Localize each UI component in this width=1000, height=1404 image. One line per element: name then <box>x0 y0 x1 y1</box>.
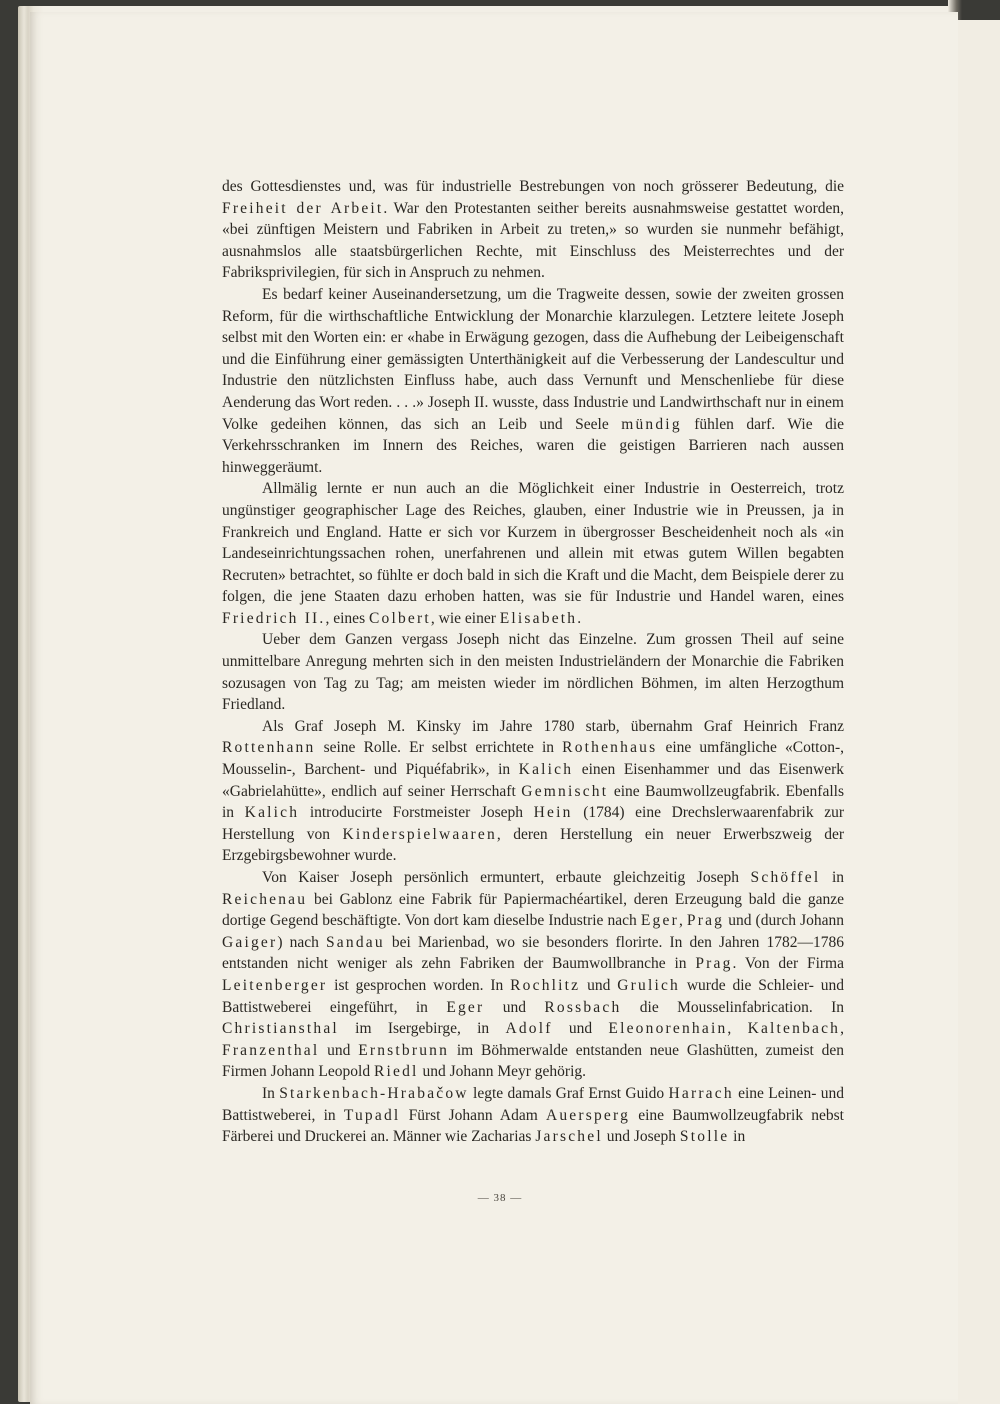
text-run: . Von der Firma <box>732 955 844 973</box>
text-run: und <box>319 1041 359 1059</box>
text-run: einen Eisenhammer und das Eisenwerk «Gabrielahütte», endlich auf seiner Herrschaft <box>222 761 845 800</box>
text-run: Es bedarf keiner Auseinandersetzung, um die Tragweite dessen, sowie der zweiten grossen Reform, für die wirthschaftliche Entwicklung der Monarchie klarzulegen. Letztere leitete Joseph selbst mit den Worten ein: er «habe in Erwägung gezogen, dass die Aufhebung der Leibeigenschaft und die Einführung einer gemässigten Unterthänigkeit auf die Verbesserung der Landescultur und Industrie den nützlichsten Einfluss habe, auch dass Vernunft und Menschenliebe für diese Aenderung das Wort reden. . . .» Joseph II. wusste, dass Industrie und Landwirthschaft nur in einem Volke gedeihen können, das sich an Leib und Seele <box>222 285 844 433</box>
text-run: Von Kaiser Joseph persönlich ermuntert, erbaute gleichzeitig Joseph <box>262 869 751 886</box>
spaced-name: Colbert <box>368 609 431 627</box>
spaced-name: Rochlitz <box>510 976 581 994</box>
text-run: Ueber dem Ganzen vergass Joseph nicht das Einzelne. Zum grossen Theil auf seine unmittelbare Anregung mehrten sich in den meisten Industrieländern der Monarchie die Fabriken sozusagen von Tag zu Tag; am meisten wieder im nördlichen Böhmen, im alten Herzogthum Friedland. <box>222 631 844 714</box>
text-run: eine Baumwollzeugfabrik nebst Färberei und Druckerei an. Männer wie Zacharias <box>222 1106 844 1146</box>
spaced-name: Rossbach <box>544 998 622 1016</box>
text-run: introducirte Forstmeister Joseph <box>299 804 534 822</box>
paragraph <box>222 478 844 629</box>
spaced-name: Grulich <box>617 976 680 994</box>
spaced-name: Stolle <box>679 1128 730 1146</box>
text-run: . <box>577 609 582 627</box>
text-run: , <box>678 912 687 930</box>
spaced-name: Gaiger <box>222 933 278 951</box>
spaced-name: Kinderspielwaaren <box>342 825 497 843</box>
spaced-name: Auersperg <box>545 1106 631 1124</box>
text-run: bei Gablonz eine Fabrik für Papiermachéartikel, deren Erzeugung bald die ganze dortige Gegend beschäftigte. Von dort kam dieselbe Industrie nach <box>222 890 844 930</box>
spaced-name: Gemnischt <box>521 782 609 800</box>
text-run: In <box>262 1084 280 1102</box>
text-run: und <box>580 976 618 994</box>
spaced-name: Riedl <box>373 1063 419 1081</box>
spaced-name: Friedrich II. <box>222 609 326 627</box>
spaced-name: Eleonorenhain <box>608 1020 728 1038</box>
text-run: . War den Protestanten seither bereits ausnahmsweise gestattet worden, «bei zünftigen Meistern und Fabriken in Arbeit zu treten,» so wurden sie nunmehr befähigt, ausnahmslos alle staatsbürgerlichen Rechte, mit Einschluss des Meisterrechtes und der Fabriksprivilegien, für sich in Anspruch zu nehmen. <box>222 199 844 282</box>
text-run: (1784) eine Drechslerwaarenfabrik zur Herstellung von <box>222 804 844 843</box>
body-text <box>222 176 844 1148</box>
spaced-name: Jarschel <box>535 1128 603 1146</box>
spaced-name: Prag <box>695 955 733 973</box>
text-run: in <box>820 869 844 886</box>
text-run: legte damals Graf Ernst Guido <box>468 1084 669 1102</box>
paragraph <box>222 176 844 284</box>
paragraph <box>222 1083 844 1148</box>
paragraph <box>222 716 844 867</box>
paragraph <box>222 284 844 478</box>
text-run: und Joseph <box>602 1128 680 1146</box>
text-run: eine Leinen- und Battistweberei, in <box>222 1084 845 1124</box>
text-run: Allmälig lernte er nun auch an die Möglichkeit einer Industrie in Oesterreich, trotz ungünstiger geographischer Lage des Reiches, glauben, einer Industrie wie in Preussen, ja in Frankreich und England. Hatte er sich vor Kurzem in übergrosser Bescheidenheit noch als «in Landeseinrichtungssachen rohen, unerfahrenen und allein mit etwas gutem Willen begabten Recruten» betrachtet, so fühlte er doch bald in sich die Kraft und die Macht, dem Beispiele derer zu folgen, die jene Staaten dazu erhoben hatten, was sie für Industrie und Handel waren, eines <box>222 480 844 606</box>
spaced-name: Sandau <box>325 933 385 951</box>
text-run: eine Baumwollzeugfabrik. Ebenfalls in <box>222 782 844 822</box>
spaced-name: Schöffel <box>750 869 821 886</box>
spaced-name: Eger <box>640 912 679 930</box>
spaced-name: Kalich <box>244 804 300 822</box>
paragraph <box>222 867 844 1083</box>
spaced-name: Ernstbrunn <box>358 1041 450 1059</box>
text-run: seine Rolle. Er selbst errichtete in <box>315 739 563 757</box>
text-run: ) nach <box>277 933 326 951</box>
spaced-name: Franzenthal <box>222 1041 320 1059</box>
text-run: , eines <box>325 609 369 627</box>
text-run: Fürst Johann Adam <box>400 1106 546 1124</box>
text-run: fühlen darf. Wie die Verkehrsschranken im Innern des Reiches, waren die geistigen Barrieren nach aussen hinweggeräumt. <box>222 415 845 476</box>
text-run: und (durch Johann <box>724 912 845 930</box>
spaced-name: Kaltenbach <box>747 1020 841 1038</box>
text-run: , deren Herstellung ein neuer Erwerbszweig der Erzgebirgsbewohner wurde. <box>222 825 844 865</box>
spaced-name: Christiansthal <box>222 1020 339 1038</box>
spaced-name: mündig <box>621 415 682 433</box>
text-run: und <box>484 998 545 1016</box>
spaced-name: Eger <box>446 998 485 1016</box>
spaced-name: Harrach <box>668 1084 734 1102</box>
paragraph <box>222 629 844 715</box>
text-run: wurde die Schleier- und Battistweberei eingeführt, in <box>222 976 845 1016</box>
text-run: in <box>729 1128 746 1146</box>
text-run: eine umfängliche «Cotton-, Mousselin-, Barchent- und Piquéfabrik», in <box>222 739 844 779</box>
text-run: , wie einer <box>430 609 500 627</box>
spaced-name: Freiheit der Arbeit <box>222 199 384 217</box>
spaced-name: Elisabeth <box>499 609 578 627</box>
text-run: die Mousselinfabrication. In <box>621 998 844 1016</box>
spaced-name: Adolf <box>505 1020 553 1038</box>
text-run: des Gottesdienstes und, was für industrielle Bestrebungen von noch grösserer Bedeutung, die <box>222 178 844 195</box>
text-run: bei Marienbad, wo sie besonders florirte. In den Jahren 1782—1786 entstanden nicht weniger als zehn Fabriken der Baumwollbranche in <box>222 933 845 973</box>
text-run: im Böhmerwalde entstanden neue Glashütten, zumeist den Firmen Johann Leopold <box>222 1041 844 1081</box>
spaced-name: Tupadl <box>343 1106 401 1124</box>
page-number: — 38 — <box>477 1192 523 1204</box>
spaced-name: Hein <box>533 804 573 822</box>
text-run: , <box>840 1020 845 1038</box>
spaced-name: Rottenhann <box>222 739 316 757</box>
text-run: ist gesprochen worden. In <box>327 976 511 994</box>
spaced-name: Starkenbach-Hrabačow <box>279 1084 469 1102</box>
spaced-name: Leitenberger <box>222 976 328 994</box>
text-run: und <box>552 1020 609 1038</box>
text-run: und Johann Meyr gehörig. <box>418 1063 587 1081</box>
spaced-name: Prag <box>686 912 725 930</box>
spaced-name: Rothenhaus <box>562 739 658 757</box>
text-run: , <box>727 1020 748 1038</box>
text-run: Als Graf Joseph M. Kinsky im Jahre 1780 starb, übernahm Graf Heinrich Franz <box>262 717 844 735</box>
spaced-name: Reichenau <box>222 890 308 908</box>
text-run: im Isergebirge, in <box>338 1020 506 1038</box>
spaced-name: Kalich <box>518 761 574 779</box>
